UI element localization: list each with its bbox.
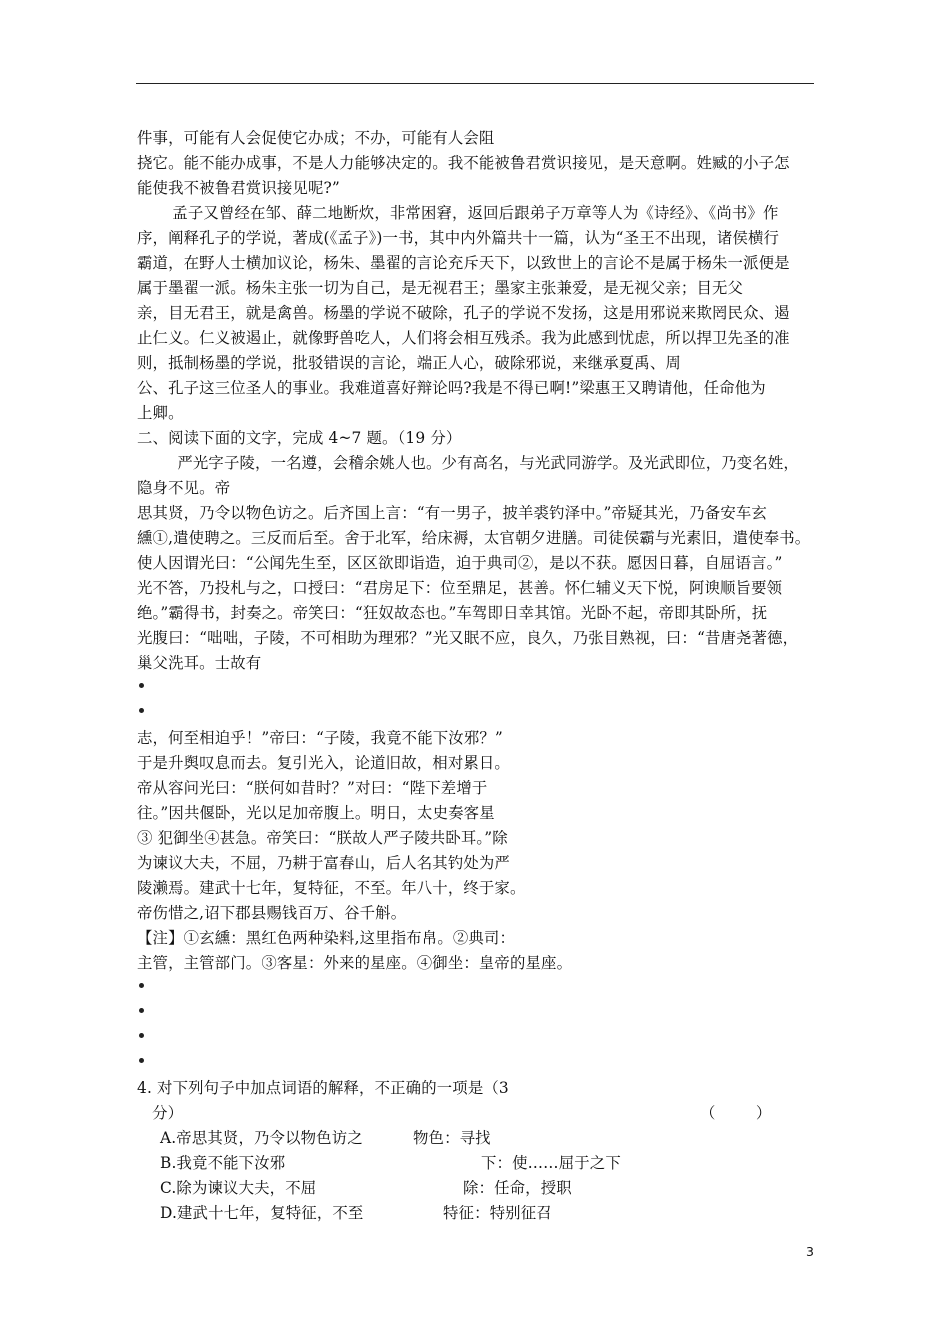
text-line: 隐身不见。帝 bbox=[137, 479, 231, 497]
text-line: 巢父洗耳。士故有 bbox=[137, 654, 262, 672]
text-line: 陵濑焉。建武十七年，复特征，不至。年八十，终于家。 bbox=[137, 879, 526, 897]
text-line: 帝从容问光曰：“朕何如昔时？”对曰：“陛下差增于 bbox=[137, 779, 488, 797]
note-line: 主管，主管部门。③客星：外来的星座。④御坐：皇帝的星座。 bbox=[137, 954, 573, 972]
option-a: A.帝思其贤，乃令以物色访之 bbox=[160, 1129, 363, 1147]
option-d-gloss: 特征：特别征召 bbox=[443, 1204, 552, 1222]
answer-blank: （ ） bbox=[700, 1104, 772, 1122]
bullet-dot bbox=[139, 983, 144, 988]
page-number: 3 bbox=[806, 1244, 814, 1259]
bullet-dot bbox=[139, 683, 144, 688]
text-line: 则，抵制杨墨的学说，批驳错误的言论，端正人心，破除邪说，来继承夏禹、周 bbox=[137, 354, 681, 372]
text-line: 霸道，在野人士横加议论，杨朱、墨翟的言论充斥天下，以致世上的言论不是属于杨朱一派便是 bbox=[137, 254, 790, 272]
text-line: 帝伤惜之,诏下郡县赐钱百万、谷千斛。 bbox=[137, 904, 407, 922]
option-c-gloss: 除：任命，授职 bbox=[463, 1179, 572, 1197]
text-line: 为谏议大夫，不屈，乃耕于富春山，后人名其钓处为严 bbox=[137, 854, 510, 872]
option-a-gloss: 物色：寻找 bbox=[413, 1129, 491, 1147]
text-line: 纁①,遣使聘之。三反而后至。舍于北军，给床褥，太官朝夕进膳。司徒侯霸与光素旧，遣使奉书。 bbox=[137, 529, 811, 547]
text-line: 绝。”霸得书，封奏之。帝笑曰：“狂奴故态也。”车驾即日幸其馆。光卧不起，帝即其卧所，抚 bbox=[137, 604, 768, 622]
text-line: ③ 犯御坐④甚急。帝笑曰：“朕故人严子陵共卧耳。”除 bbox=[137, 829, 508, 847]
text-line: 往。”因共偃卧，光以足加帝腹上。明日，太史奏客星 bbox=[137, 804, 495, 822]
bullet-dot bbox=[139, 708, 144, 713]
bullet-dot bbox=[139, 1058, 144, 1063]
text-line: 能使我不被鲁君赏识接见呢?” bbox=[137, 179, 340, 197]
text-line: 思其贤，乃令以物色访之。后齐国上言：“有一男子，披羊裘钓泽中。”帝疑其光，乃备安车玄 bbox=[137, 504, 767, 522]
question-stem: 4. 对下列句子中加点词语的解释，不正确的一项是（3 bbox=[137, 1079, 509, 1097]
bullet-dot bbox=[139, 1008, 144, 1013]
option-b-gloss: 下：使……屈于之下 bbox=[481, 1154, 621, 1172]
text-line: 亲，目无君王，就是禽兽。杨墨的学说不破除，孔子的学说不发扬，这是用邪说来欺罔民众、遏 bbox=[137, 304, 790, 322]
text-line: 挠它。能不能办成事，不是人力能够决定的。我不能被鲁君赏识接见，是天意啊。姓臧的小子怎 bbox=[137, 154, 790, 172]
question-stem: 分） bbox=[137, 1104, 184, 1122]
option-c: C.除为谏议大夫，不屈 bbox=[160, 1179, 317, 1197]
option-d: D.建武十七年，复特征，不至 bbox=[160, 1204, 364, 1222]
text-line: 志，何至相迫乎！”帝曰：“子陵，我竟不能下汝邪？” bbox=[137, 729, 503, 747]
text-line: 止仁义。仁义被遏止，就像野兽吃人，人们将会相互残杀。我为此感到忧虑，所以捍卫先圣的准 bbox=[137, 329, 790, 347]
text-line: 严光字子陵，一名遵，会稽余姚人也。少有高名，与光武同游学。及光武即位，乃变名姓， bbox=[137, 454, 799, 472]
text-line: 件事，可能有人会促使它办成；不办，可能有人会阻 bbox=[137, 129, 495, 147]
text-line: 孟子又曾经在邹、薛二地断炊，非常困窘，返回后跟弟子万章等人为《诗经》、《尚书》作 bbox=[137, 204, 779, 222]
text-line: 属于墨翟一派。杨朱主张一切为自己，是无视君王；墨家主张兼爱，是无视父亲；目无父 bbox=[137, 279, 744, 297]
text-line: 光不答，乃投札与之，口授曰：“君房足下：位至鼎足，甚善。怀仁辅义天下悦，阿谀顺旨要领 bbox=[137, 579, 783, 597]
bullet-dot bbox=[139, 1033, 144, 1038]
text-line: 光腹曰：“咄咄，子陵，不可相助为理邪？”光又眠不应，良久，乃张目熟视，曰：“昔唐尧著德， bbox=[137, 629, 799, 647]
text-line: 上卿。 bbox=[137, 404, 184, 422]
header-rule bbox=[136, 83, 814, 84]
note-line: 【注】①玄纁：黑红色两种染料,这里指布帛。②典司： bbox=[137, 929, 516, 947]
text-line: 序，阐释孔子的学说，著成(《孟子》)一书，其中内外篇共十一篇，认为“圣王不出现，诸侯横行 bbox=[137, 229, 780, 247]
section-heading: 二、阅读下面的文字，完成 4~7 题。（19 分） bbox=[137, 429, 462, 447]
text-line: 于是升舆叹息而去。复引光入，论道旧故，相对累日。 bbox=[137, 754, 510, 772]
text-line: 公、孔子这三位圣人的事业。我难道喜好辩论吗?我是不得已啊!”梁惠王又聘请他，任命他为 bbox=[137, 379, 766, 397]
option-b: B.我竟不能下汝邪 bbox=[160, 1154, 286, 1172]
text-line: 使人因谓光曰：“公闻先生至，区区欲即诣造，迫于典司②，是以不获。愿因日暮，自屈语言。” bbox=[137, 554, 783, 572]
